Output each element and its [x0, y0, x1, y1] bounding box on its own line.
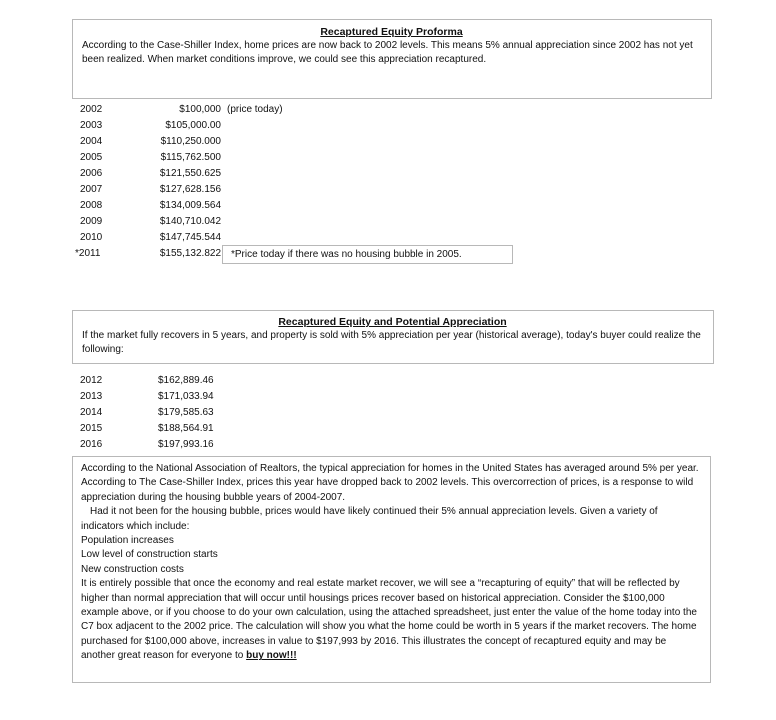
nar-paragraph: According to the National Association of Realtors, the typical appreciation for homes in the United States has averaged around 5% per year. According to The Case-Shiller Index, prices this year have dropped back to 2002 levels. This overcorrection of prices, is a response to wild appreciation during the housing bubble years of 2004-2007. — [81, 463, 699, 503]
appreciation-row — [0, 421, 776, 437]
proforma-year: 2002 — [80, 104, 103, 115]
appreciation-price: $188,564.91 — [158, 423, 214, 434]
proforma-price: $110,250.000 — [160, 136, 221, 147]
proforma-year: 2005 — [80, 152, 103, 163]
proforma-year: *2011 — [75, 248, 101, 259]
proforma-year: 2007 — [80, 184, 103, 195]
appreciation-row — [0, 373, 776, 389]
indicator-item: Population increases — [81, 535, 174, 547]
housing-bubble-text: Had it not been for the housing bubble, prices would have likely continued their 5% annual appreciation levels. Given a variety of indicators which include: — [81, 506, 658, 532]
recapture-paragraph — [81, 577, 702, 663]
appreciation-year: 2012 — [80, 375, 103, 386]
proforma-year: 2009 — [80, 216, 103, 227]
proforma-price: $100,000 — [179, 104, 221, 115]
no-bubble-note: *Price today if there was no housing bubble in 2005. — [222, 245, 513, 264]
appreciation-year: 2013 — [80, 391, 103, 402]
proforma-price: $134,009.564 — [159, 200, 221, 211]
appreciation-row — [0, 437, 776, 453]
appreciation-year: 2014 — [80, 407, 103, 418]
potential-appreciation-title: Recaptured Equity and Potential Appreciation — [278, 316, 507, 328]
appreciation-row — [0, 389, 776, 405]
proforma-year: 2010 — [80, 232, 103, 243]
proforma-intro: According to the Case-Shiller Index, home prices are now back to 2002 levels. This means 5% annual appreciation since 2002 has not yet been realized. When market conditions improve, we could see this appreciation recaptured. — [82, 40, 693, 66]
proforma-year: 2004 — [80, 136, 103, 147]
housing-bubble-paragraph — [81, 505, 702, 534]
proforma-price: $147,745.544 — [159, 232, 221, 243]
indicator-item: New construction costs — [81, 563, 184, 575]
proforma-year: 2008 — [80, 200, 103, 211]
proforma-year: 2006 — [80, 168, 103, 179]
proforma-price: $115,762.500 — [160, 152, 221, 163]
proforma-price: $105,000.00 — [165, 120, 221, 131]
appreciation-year: 2015 — [80, 423, 103, 434]
appreciation-price: $162,889.46 — [158, 375, 214, 386]
proforma-year: 2003 — [80, 120, 103, 131]
appreciation-price: $171,033.94 — [158, 391, 214, 402]
buy-now-link[interactable]: buy now!!! — [246, 650, 297, 662]
indicator-item: Low level of construction starts — [81, 549, 218, 561]
recapture-text: It is entirely possible that once the economy and real estate market recover, we will see a “recapturing of equity” that will be reflected by higher than normal appreciation that will occur until housings prices recover based on historical appreciation. Consider the $100,000 example above, or if you choose to do your own calculation, using the attached spreadsheet, just enter the value of the home today into the C7 box adjacent to the 2002 price. The calculation will show you what the home could be worth in 5 years if the market recovers. The home purchased for $100,000 above, increases in value to $197,993 by 2016. This illustrates the concept of recaptured equity and may be another great reason for everyone to — [81, 578, 697, 662]
potential-appreciation-intro: If the market fully recovers in 5 years, and property is sold with 5% appreciation per year (historical average), today's buyer could realize the following: — [82, 330, 701, 356]
appreciation-year: 2016 — [80, 439, 103, 450]
proforma-price: $140,710.042 — [159, 216, 221, 227]
appreciation-price: $179,585.63 — [158, 407, 214, 418]
proforma-price: $121,550.625 — [159, 168, 221, 179]
explanation-box — [72, 456, 711, 683]
proforma-price: $127,628.156 — [159, 184, 221, 195]
proforma-title: Recaptured Equity Proforma — [320, 26, 463, 38]
price-today-label: (price today) — [227, 104, 283, 115]
proforma-price: $155,132.822 — [159, 248, 221, 259]
appreciation-price: $197,993.16 — [158, 439, 214, 450]
appreciation-row — [0, 405, 776, 421]
